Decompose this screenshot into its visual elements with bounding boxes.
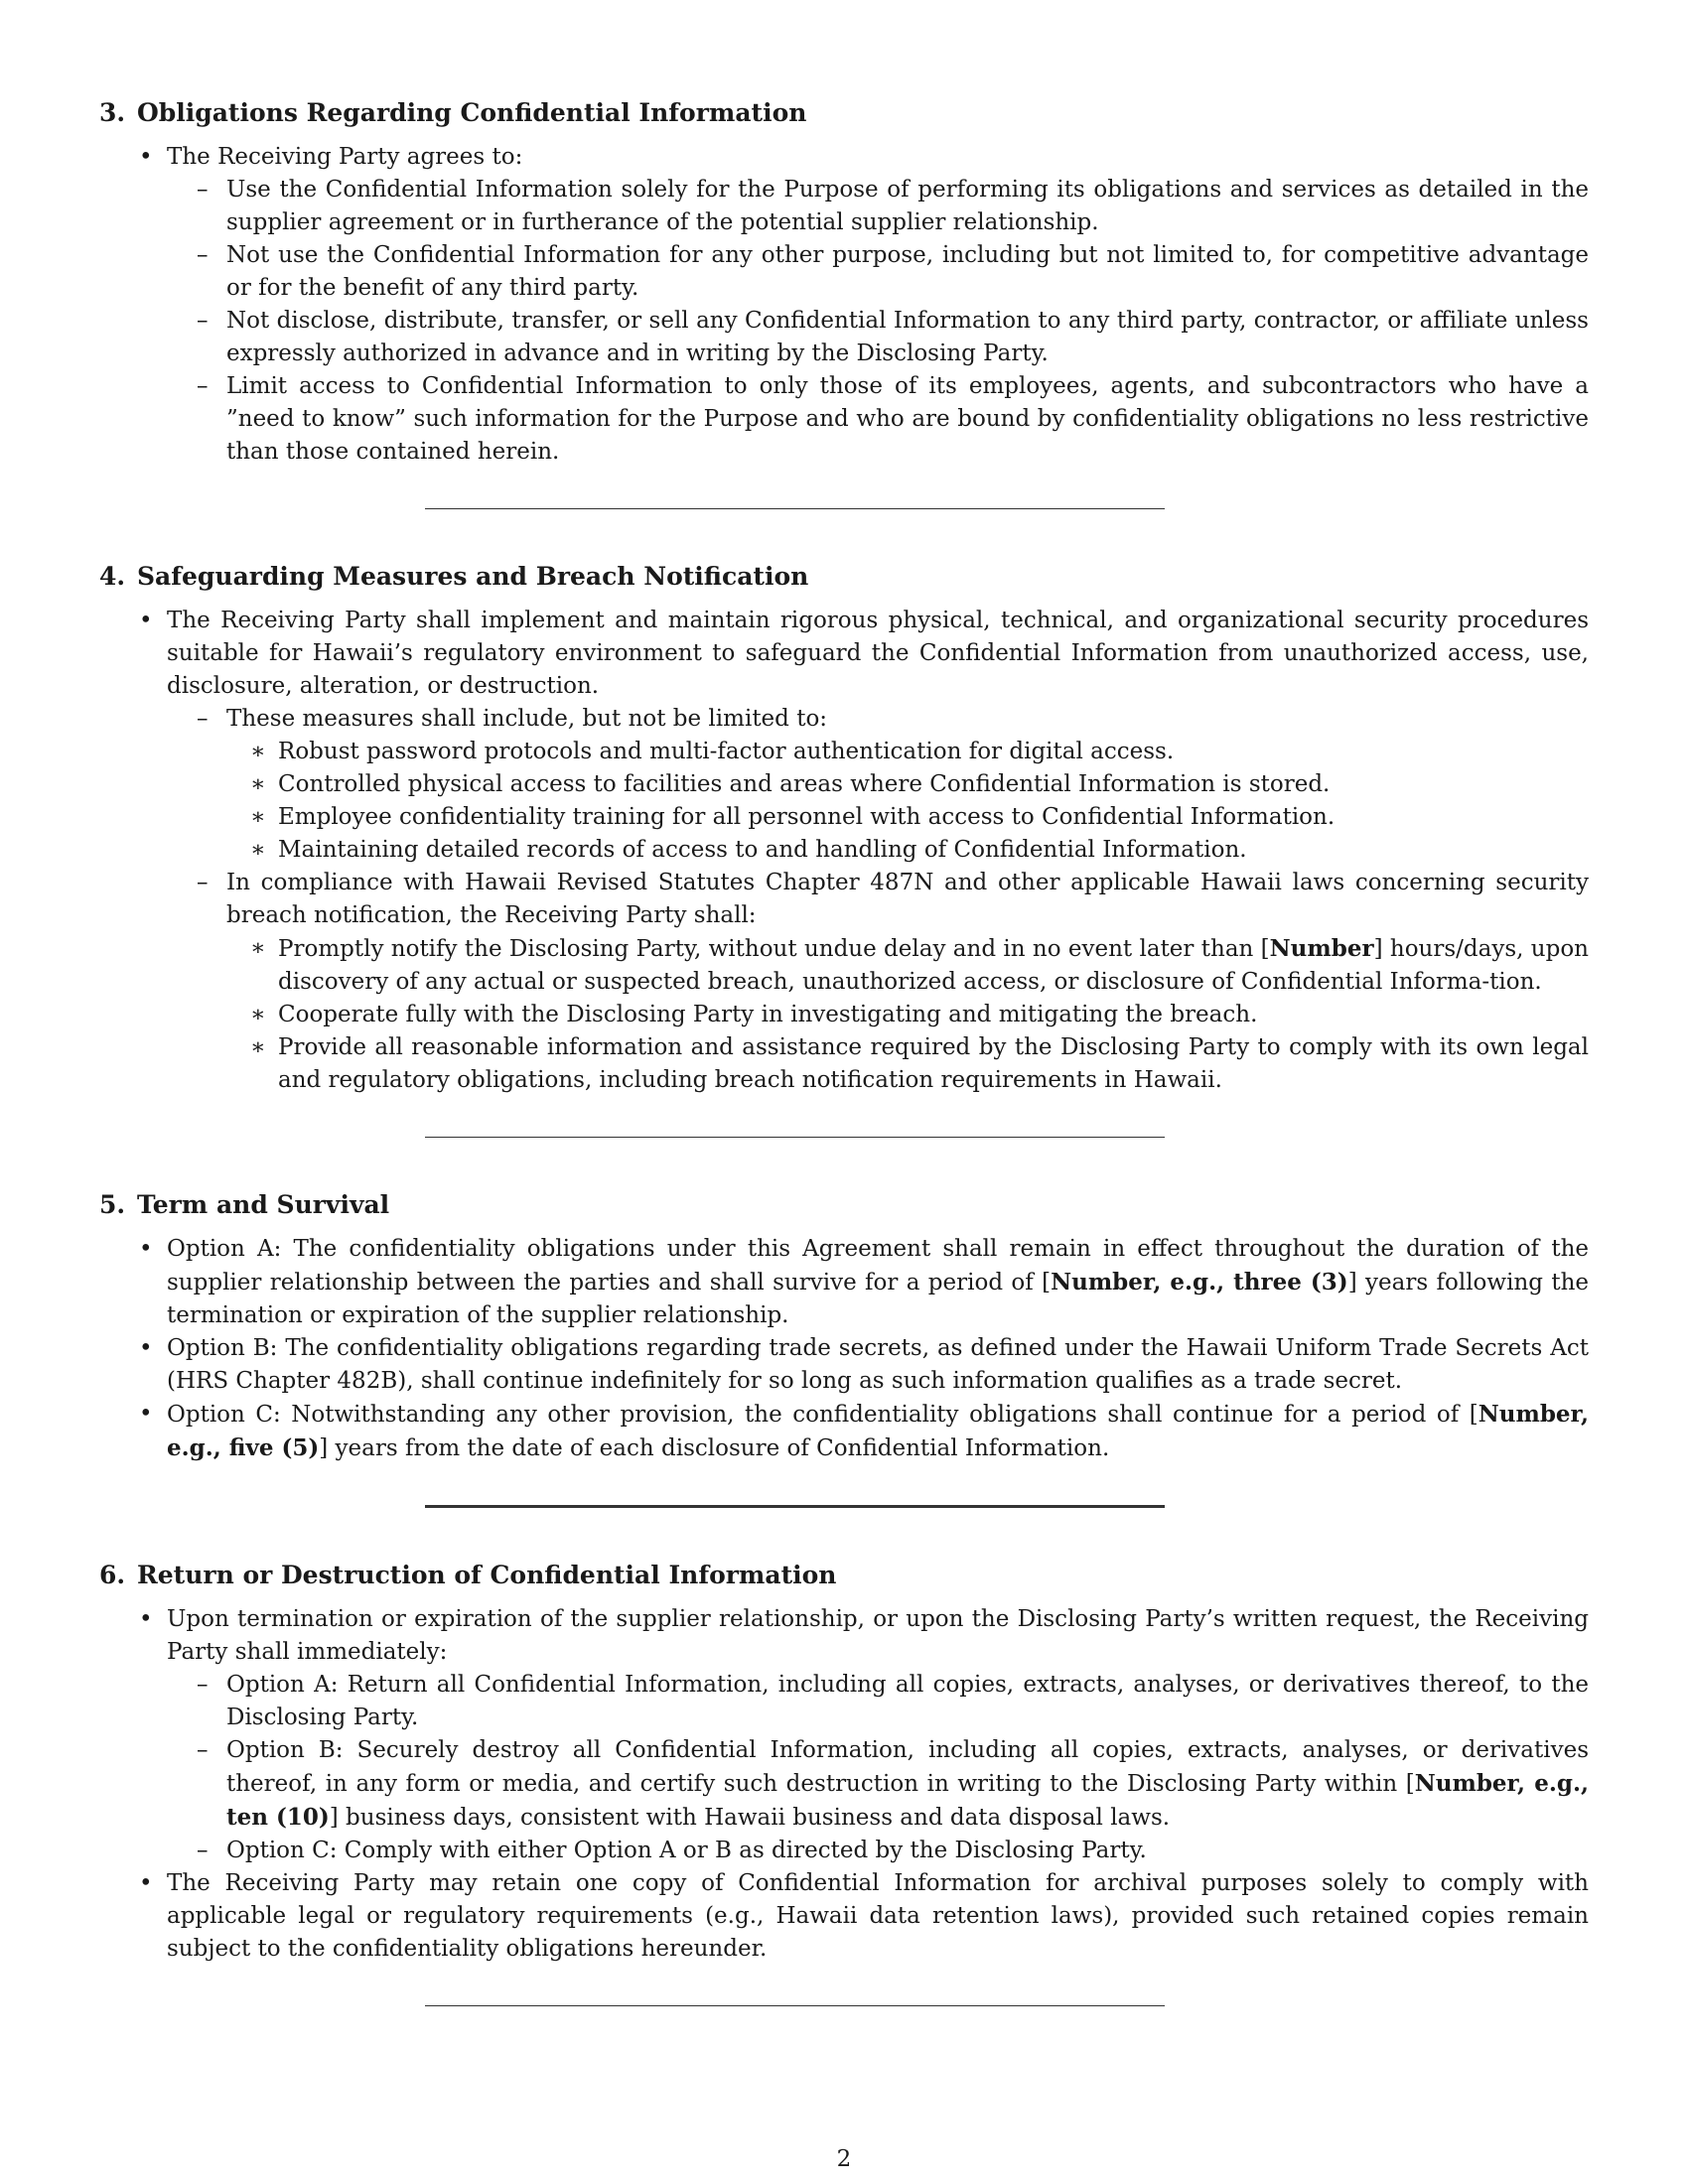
horizontal-rule: [425, 508, 1165, 509]
sub-item: – Use the Confidential Information solely for the Purpose of performing its obligations and services as detailed in the supplier agreement or in furtherance of the potential supplier relationship.: [167, 174, 1589, 239]
list-item: [99, 141, 1589, 469]
section-3: [99, 95, 1589, 469]
list-item-text: • Upon termination or expiration of the supplier relationship, or upon the Disclosing Party’s written request, the Receiving Party shall immediately:: [167, 1606, 1589, 1665]
bullet-list: [99, 1233, 1589, 1465]
placeholder-bold: Number, e.g., three (3): [1051, 1269, 1348, 1296]
sub-sub-item: ∗ Employee confidentiality training for all personnel with access to Confidential Information.: [226, 801, 1589, 834]
list-item: [99, 605, 1589, 1097]
list-item: • Option B: The confidentiality obligations regarding trade secrets, as defined under the Hawaii Uniform Trade Secrets Act (HRS Chapter 482B), shall continue indefinitely for so long as such information qualifies as a trade secret.: [99, 1332, 1589, 1398]
sub-sub-item: ∗ Provide all reasonable information and assistance required by the Disclosing Party to comply with its own legal and regulatory obligations, including breach notification requirements in Hawaii.: [226, 1031, 1589, 1097]
sub-item: – Option C: Comply with either Option A or B as directed by the Disclosing Party.: [167, 1835, 1589, 1867]
section-title: Obligations Regarding Confidential Information: [137, 98, 807, 127]
list-item-text: The Receiving Party agrees to:: [167, 144, 523, 170]
placeholder-bold: Number: [1269, 935, 1374, 962]
document-page: [99, 95, 1589, 2056]
text-run: Option B: Securely destroy all Confidential Information, including all copies, extracts, analyses, or derivatives thereof, in any form or media, and certify such destruction in writing to the Disclosing Party within [: [226, 1737, 1589, 1797]
sub-item: – Not disclose, distribute, transfer, or sell any Confidential Information to any third party, contractor, or affiliate unless expressly authorized in advance and in writing by the Disclosing Party.: [167, 305, 1589, 370]
horizontal-rule: [425, 1505, 1165, 1508]
sub-sub-item: ∗ Cooperate fully with the Disclosing Party in investigating and mitigating the breach.: [226, 999, 1589, 1031]
bullet-list: [99, 605, 1589, 1097]
section-heading: [99, 1558, 1589, 1593]
text-run: ] years following the termination or expiration of the supplier relationship.: [167, 1270, 1589, 1328]
section-4: [99, 559, 1589, 1097]
sub-list: [167, 703, 1589, 1097]
sub-list: [167, 1669, 1589, 1867]
sub-item: – Not use the Confidential Information for any other purpose, including but not limited to, for competitive advantage or for the benefit of any third party.: [167, 239, 1589, 305]
text-run: ] hours/days, upon discovery of any actual or suspected breach, unauthorized access, or disclosure of Confidential Informa-tion.: [278, 936, 1589, 995]
list-item: [99, 1603, 1589, 1867]
sub-item: – Limit access to Confidential Information to only those of its employees, agents, and subcontractors who have a ”need to know” such information for the Purpose and who are bound by confidentiality obligations no less restrictive than those contained herein.: [167, 370, 1589, 469]
section-6: [99, 1558, 1589, 1966]
sub-sub-list: [226, 736, 1589, 867]
sub-sub-item: ∗ Robust password protocols and multi-factor authentication for digital access.: [226, 736, 1589, 768]
section-5: [99, 1187, 1589, 1465]
horizontal-rule: [425, 1137, 1165, 1138]
text-run: Option C: Notwithstanding any other provision, the confidentiality obligations shall continue for a period of [: [167, 1402, 1478, 1428]
section-heading: [99, 1187, 1589, 1223]
sub-sub-item: ∗ Maintaining detailed records of access to and handling of Confidential Information.: [226, 834, 1589, 867]
list-item: [99, 1233, 1589, 1332]
sub-item-text: – In compliance with Hawaii Revised Statutes Chapter 487N and other applicable Hawaii laws concerning security breach notification, the Receiving Party shall:: [226, 870, 1589, 928]
placeholder-bold: Number, e.g., five (5): [167, 1401, 1589, 1461]
sub-item: – Option A: Return all Confidential Information, including all copies, extracts, analyses, or derivatives thereof, to the Disclosing Party.: [167, 1669, 1589, 1734]
section-number: 6.: [99, 1561, 126, 1589]
text-run: ] business days, consistent with Hawaii business and data disposal laws.: [329, 1805, 1171, 1831]
section-title: Safeguarding Measures and Breach Notification: [137, 562, 809, 591]
sub-item: [167, 867, 1589, 1097]
sub-list: [167, 174, 1589, 469]
section-heading: [99, 559, 1589, 595]
text-run: Option A: The confidentiality obligations under this Agreement shall remain in effect throughout the duration of the supplier relationship between the parties and shall survive for a period of [: [167, 1236, 1589, 1296]
sub-item: [167, 1734, 1589, 1835]
section-heading: [99, 95, 1589, 131]
list-item-text: • The Receiving Party shall implement and maintain rigorous physical, technical, and organizational security procedures suitable for Hawaii’s regulatory environment to safeguard the Confidential Information from unauthorized access, use, disclosure, alteration, or destruction.: [167, 608, 1589, 699]
section-number: 4.: [99, 562, 126, 591]
section-title: Term and Survival: [137, 1190, 390, 1219]
text-run: Promptly notify the Disclosing Party, without undue delay and in no event later than [: [278, 936, 1270, 962]
bullet-list: [99, 1603, 1589, 1966]
sub-sub-list: [226, 932, 1589, 1097]
section-number: 5.: [99, 1190, 126, 1219]
section-title: Return or Destruction of Confidential Information: [137, 1561, 837, 1589]
section-number: 3.: [99, 98, 126, 127]
bullet-list: [99, 141, 1589, 469]
text-run: ] years from the date of each disclosure of Confidential Information.: [319, 1435, 1110, 1461]
placeholder-bold: Number, e.g., ten (10): [226, 1770, 1589, 1831]
sub-sub-item: ∗ Controlled physical access to facilities and areas where Confidential Information is stored.: [226, 768, 1589, 801]
horizontal-rule: [425, 2005, 1165, 2006]
list-item: [99, 1398, 1589, 1465]
sub-sub-item: [226, 932, 1589, 999]
page-number: 2: [836, 2146, 852, 2172]
list-item: • The Receiving Party may retain one copy of Confidential Information for archival purposes solely to comply with applicable legal or regulatory requirements (e.g., Hawaii data retention laws), provided such retained copies remain subject to the confidentiality obligations hereunder.: [99, 1867, 1589, 1966]
sub-item: [167, 703, 1589, 867]
sub-item-text: These measures shall include, but not be limited to:: [226, 706, 828, 732]
